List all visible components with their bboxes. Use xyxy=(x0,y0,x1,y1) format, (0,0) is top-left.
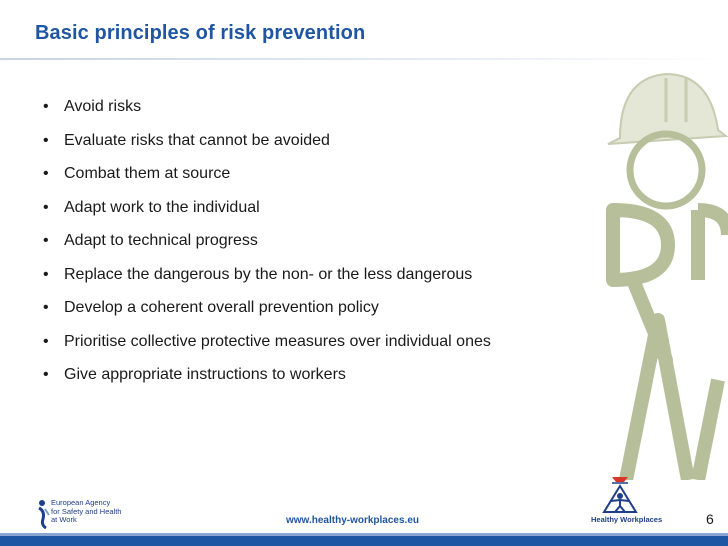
bullet-marker: • xyxy=(43,131,49,149)
bullet-list xyxy=(43,95,491,397)
list-item xyxy=(43,129,491,163)
list-item xyxy=(43,363,491,397)
title-divider xyxy=(0,58,728,60)
list-item xyxy=(43,95,491,129)
bullet-marker: • xyxy=(43,165,49,182)
footer-url[interactable]: www.healthy-workplaces.eu xyxy=(286,515,420,526)
bullet-text: Give appropriate instructions to workers xyxy=(64,366,346,383)
footer-bar xyxy=(0,536,728,546)
page-number: 6 xyxy=(706,511,714,527)
list-item xyxy=(43,162,491,196)
bullet-marker: • xyxy=(43,366,49,383)
campaign-name: Healthy Workplaces xyxy=(591,515,663,524)
list-item xyxy=(43,330,491,364)
bullet-text: Prioritise collective protective measures over individual ones xyxy=(64,332,491,350)
bullet-text: Combat them at source xyxy=(64,165,231,182)
list-item xyxy=(43,296,491,330)
bullet-text: Develop a coherent overall prevention policy xyxy=(64,299,379,316)
list-item xyxy=(43,263,491,297)
bullet-text: Evaluate risks that cannot be avoided xyxy=(64,131,330,149)
list-item xyxy=(43,229,491,263)
slide-title: Basic principles of risk prevention xyxy=(35,22,366,44)
list-item xyxy=(43,196,491,230)
bullet-text: Adapt to technical progress xyxy=(64,232,258,249)
agency-name: European Agency for Safety and Health at Work xyxy=(51,498,122,524)
bullet-text: Adapt work to the individual xyxy=(64,198,260,216)
bullet-marker: • xyxy=(43,232,49,249)
bullet-marker: • xyxy=(43,198,49,216)
bullet-marker: • xyxy=(43,265,49,283)
healthy-workplaces-logo-icon xyxy=(590,474,650,520)
bullet-marker: • xyxy=(43,332,49,350)
bullet-marker: • xyxy=(43,299,49,316)
bullet-text: Avoid risks xyxy=(64,98,142,115)
risk-worker-graphic xyxy=(548,60,728,480)
bullet-marker: • xyxy=(43,98,49,115)
bullet-text: Replace the dangerous by the non- or the less dangerous xyxy=(64,265,473,283)
